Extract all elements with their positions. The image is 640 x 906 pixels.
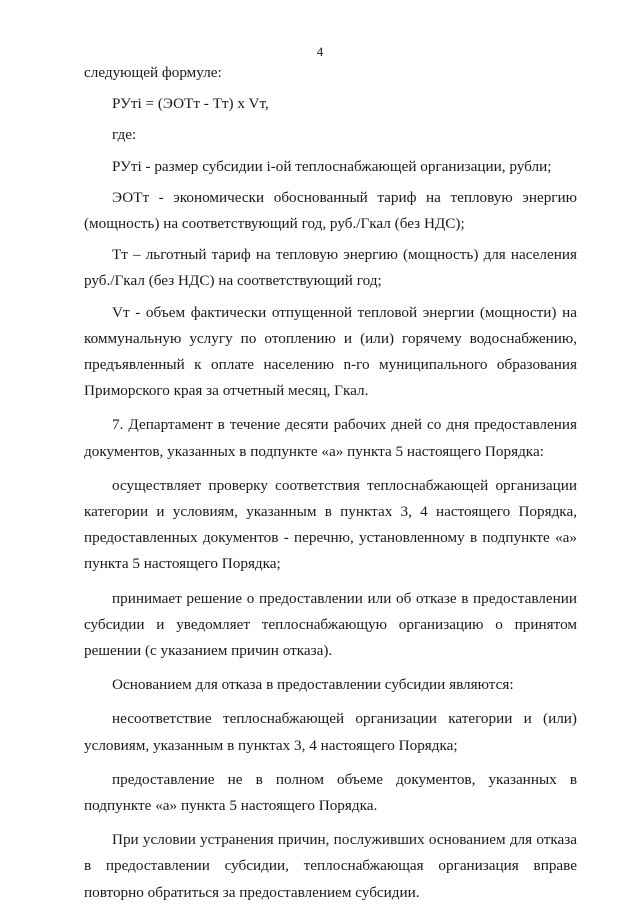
definition-eot: ЭОТт - экономически обоснованный тариф на тепловую энергию (мощность) на соответствующий год, руб./Гкал (без НДС); — [84, 188, 577, 233]
definition-rut: РУтi - размер субсидии i-ой теплоснабжающей организации, рубли; — [112, 157, 552, 175]
definition-tt: Тт – льготный тариф на тепловую энергию (мощность) для населения руб./Гкал (без НДС) на соответствующий год; — [84, 246, 577, 290]
page-number: 4 — [316, 44, 324, 59]
formula: РУтi = (ЭОТт - Тт) x Vт, — [112, 95, 269, 113]
paragraph-refusal-ground-1: несоответствие теплоснабжающей организации категории и (или) условиям, указанным в пунктах 3, 4 настоящего Порядка; — [84, 710, 577, 754]
paragraph-item-7: 7. Департамент в течение десяти рабочих дней со дня предоставления документов, указанных в подпункте «а» пункта 5 настоящего Порядка: — [84, 416, 577, 460]
definition-vt: Vт - объем фактически отпущенной тепловой энергии (мощности) на коммунальную услугу по отоплению и (или) горячему водоснабжению, предъявленный к оплате населению n-го муниципального образования Приморского края за отчетный месяц, Гкал. — [84, 303, 577, 400]
paragraph-decision: принимает решение о предоставлении или об отказе в предоставлении субсидии и уведомляет теплоснабжающую организацию о принятом решении (с указанием причин отказа). — [84, 589, 577, 660]
paragraph-refusal-grounds: Основанием для отказа в предоставлении субсидии являются: — [112, 676, 514, 694]
paragraph-formula-intro: следующей формуле: — [84, 64, 222, 81]
paragraph-resubmission: При условии устранения причин, послуживших основанием для отказа в предоставлении субсидии, теплоснабжающая организация вправе повторно обратиться за предоставлением субсидии. — [84, 831, 577, 901]
paragraph-where: где: — [112, 126, 137, 144]
document-body — [84, 60, 577, 906]
paragraph-verification: осуществляет проверку соответствия теплоснабжающей организации категории и условиям, указанным в пунктах 3, 4 настоящего Порядка, предоставленных документов - перечню, установленному в подпункте «а» пункта 5 настоящего Порядка; — [84, 476, 577, 573]
paragraph-refusal-ground-2: предоставление не в полном объеме документов, указанных в подпункте «а» пункта 5 настоящего Порядка. — [84, 770, 577, 815]
